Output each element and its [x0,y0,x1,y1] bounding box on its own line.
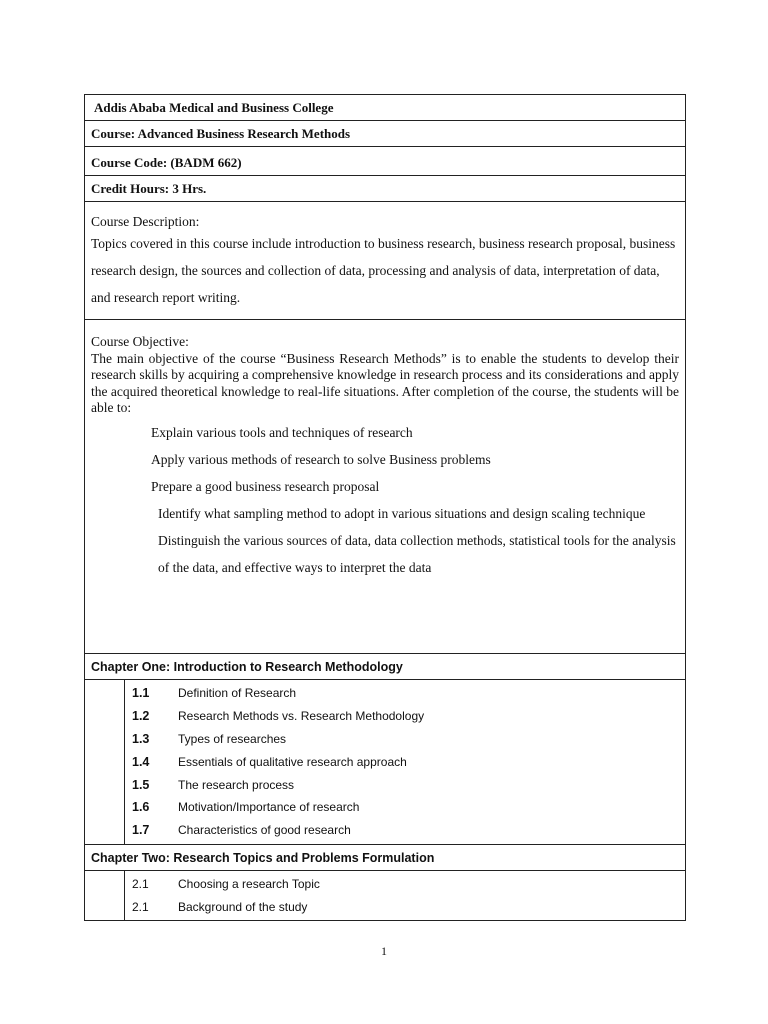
chapter-one-contents [84,680,686,845]
course-objective [84,320,686,654]
list-item [125,873,685,896]
section-number: 1.7 [132,823,150,838]
list-item [125,728,685,751]
page-number: 1 [381,944,387,958]
section-title: Types of researches [178,731,287,746]
chapter-two-items [125,871,685,921]
chapter-one-title: Chapter One: Introduction to Research Methodology [84,654,686,680]
section-number: 1.6 [132,800,150,815]
section-title: Choosing a research Topic [178,876,320,891]
list-item [125,682,685,705]
chapter-two-title: Chapter Two: Research Topics and Problems Formulation [84,845,686,871]
objective-bullet-text: Distinguish the various sources of data, data collection methods, statistical tools for the analysis of the data, and effective ways to interpret the data [158,532,676,575]
college-name [84,94,686,121]
section-number: 2.1 [132,876,149,891]
section-number: 1.5 [132,777,150,792]
objective-bullet-text: Identify what sampling method to adopt in various situations and design scaling technique [158,505,646,521]
description-label: Course Description: [91,214,200,229]
list-item [125,796,685,819]
chapter-one-items [125,680,685,844]
course-description [84,202,686,320]
objective-bullet [137,527,679,581]
section-title: Definition of Research [178,686,297,701]
section-number: 1.3 [132,731,150,746]
college-name-text: Addis Ababa Medical and Business College [94,100,334,115]
objective-bullet [137,500,679,527]
list-item [125,773,685,796]
objective-bullet-text: Explain various tools and techniques of research [151,424,413,440]
section-title: Characteristics of good research [178,823,351,838]
objective-intro: The main objective of the course “Business Research Methods” is to enable the students to develop their research skills by acquiring a comprehensive knowledge in research process and its considerations and apply the acquired theoretical knowledge to real-life situations. After completion of the course, the students will be able to: [91,350,679,415]
section-title: Background of the study [178,899,308,914]
list-item [125,895,685,918]
list-item [125,819,685,842]
course-code: Course Code: (BADM 662) [84,147,686,176]
section-title: Motivation/Importance of research [178,800,360,815]
section-number: 1.2 [132,709,150,724]
description-text: Topics covered in this course include introduction to business research, business research proposal, business research design, the sources and collection of data, processing and analysis of data, interpretation of data, and research report writing. [91,236,676,305]
section-title: Research Methods vs. Research Methodology [178,709,425,724]
objective-bullet [137,473,679,500]
list-item [125,705,685,728]
objective-bullet-text: Prepare a good business research proposal [151,478,380,494]
course-outline-table [84,94,686,921]
objective-label: Course Objective: [91,334,189,349]
objective-bullet-text: Apply various methods of research to solve Business problems [151,451,491,467]
credit-hours: Credit Hours: 3 Hrs. [84,176,686,202]
section-number: 1.4 [132,754,150,769]
indent-cell [85,680,125,844]
course-title: Course: Advanced Business Research Methods [84,121,686,147]
indent-cell [85,871,125,921]
section-number: 2.1 [132,899,149,914]
chapter-two-contents [84,871,686,922]
section-number: 1.1 [132,686,150,701]
objective-bullet [137,419,679,446]
objective-bullet [137,446,679,473]
section-title: The research process [178,777,295,792]
section-title: Essentials of qualitative research approach [178,754,407,769]
list-item [125,750,685,773]
